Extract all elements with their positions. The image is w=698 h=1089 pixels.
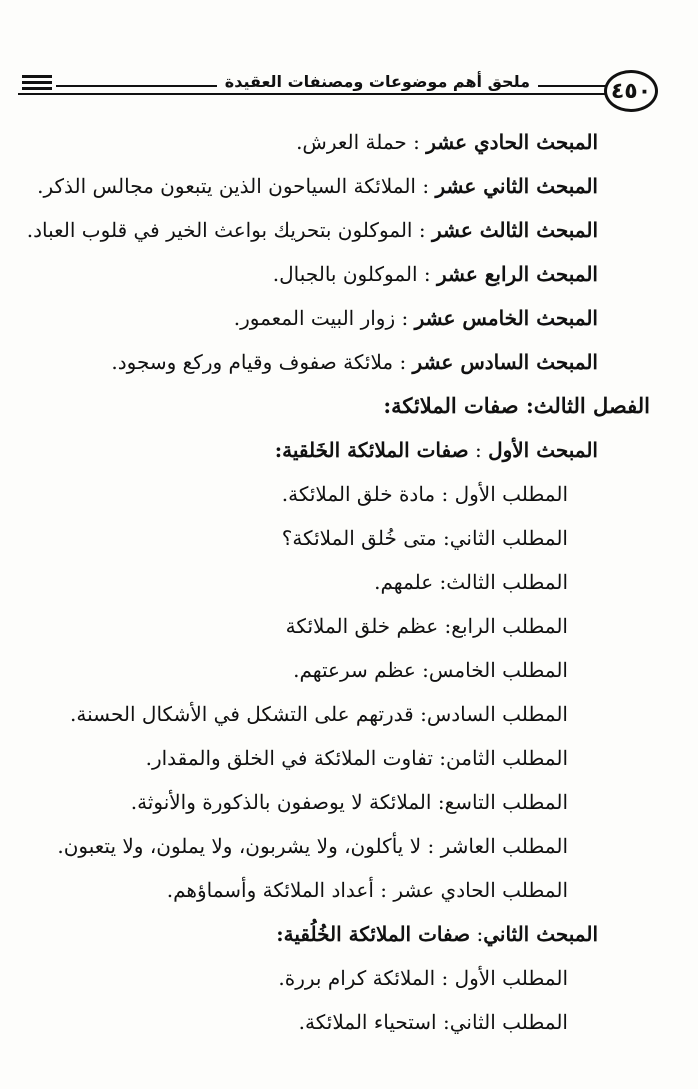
toc-text: تفاوت الملائكة في الخلق والمقدار. [145,746,433,770]
toc-label: المطلب السادس [426,702,568,726]
toc-line: المبحث الرابع عشر : الموكلون بالجبال. [272,262,598,286]
toc-line: المبحث الخامس عشر : زوار البيت المعمور. [233,306,598,330]
toc-label: المطلب الأول [454,482,568,506]
toc-line: المطلب التاسع: الملائكة لا يوصفون بالذكورة والأنوثة. [130,790,568,814]
toc-text: زوار البيت المعمور. [233,306,396,330]
toc-subsection-heading: المبحث الأول : صفات الملائكة الخَلقية: [274,438,598,462]
toc-line: المطلب الثاني: استحياء الملائكة. [298,1010,568,1034]
toc-text: مادة خلق الملائكة. [281,482,436,506]
toc-line: المطلب الأول : الملائكة كرام بررة. [278,966,568,990]
toc-text: صفات الملائكة الخَلقية: [274,438,469,462]
toc-line: المطلب الرابع: عظم خلق الملائكة [285,614,568,638]
toc-text: متى خُلق الملائكة؟ [281,526,437,550]
toc-line: المطلب الثالث: علمهم. [374,570,568,594]
table-of-contents [26,120,650,1044]
toc-text: حملة العرش. [296,130,407,154]
toc-line: المطلب السادس: قدرتهم على التشكل في الأشكال الحسنة. [70,702,568,726]
toc-text: عظم سرعتهم. [293,658,416,682]
toc-text: لا يأكلون، ولا يشربون، ولا يملون، ولا يتعبون. [57,834,422,858]
toc-line: المطلب الثامن: تفاوت الملائكة في الخلق والمقدار. [145,746,568,770]
toc-text: علمهم. [374,570,434,594]
toc-line: المبحث الثاني عشر : الملائكة السياحون الذين يتبعون مجالس الذكر. [37,174,598,198]
toc-text: الموكلون بالجبال. [272,262,418,286]
toc-label: المبحث الرابع عشر [437,262,598,286]
toc-text: استحياء الملائكة. [298,1010,437,1034]
toc-text: أعداد الملائكة وأسماؤهم. [166,878,374,902]
toc-line: المطلب الأول : مادة خلق الملائكة. [281,482,568,506]
toc-text: الموكلون بتحريك بواعث الخير في قلوب العباد. [26,218,413,242]
toc-label: المبحث الخامس عشر [414,306,598,330]
toc-subsection-heading: المبحث الثاني: صفات الملائكة الخُلُقية: [276,922,598,946]
page-number: ٤٥٠ [604,70,658,112]
toc-label: المطلب الرابع [451,614,568,638]
toc-text: صفات الملائكة: [383,393,519,418]
toc-text: الملائكة لا يوصفون بالذكورة والأنوثة. [130,790,432,814]
toc-label: المطلب الثامن [446,746,568,770]
page-header [18,70,658,114]
toc-label: المطلب الأول [454,966,568,990]
toc-text: الملائكة كرام بررة. [278,966,436,990]
toc-text: عظم خلق الملائكة [285,614,439,638]
toc-label: المطلب الثاني [449,526,568,550]
toc-text: صفات الملائكة الخُلُقية: [276,922,471,946]
toc-line: المطلب الخامس: عظم سرعتهم. [293,658,568,682]
toc-chapter-heading: الفصل الثالث: صفات الملائكة: [383,393,650,418]
toc-text: قدرتهم على التشكل في الأشكال الحسنة. [70,702,414,726]
toc-line: المطلب الثاني: متى خُلق الملائكة؟ [281,526,568,550]
toc-line: المبحث الحادي عشر : حملة العرش. [296,130,598,154]
toc-text: الملائكة السياحون الذين يتبعون مجالس الذكر. [37,174,416,198]
toc-line: المبحث السادس عشر : ملائكة صفوف وقيام وركع وسجود. [111,350,598,374]
toc-label: المبحث الثالث عشر [431,218,598,242]
header-rule-end [18,72,56,93]
toc-label: المبحث الثاني عشر [435,174,598,198]
toc-label: المطلب الحادي عشر [393,878,568,902]
toc-text: ملائكة صفوف وقيام وركع وسجود. [111,350,394,374]
toc-line: المطلب العاشر : لا يأكلون، ولا يشربون، ولا يملون، ولا يتعبون. [57,834,568,858]
toc-label: المبحث الحادي عشر [426,130,598,154]
toc-label: المطلب الخامس [428,658,568,682]
toc-label: الفصل الثالث [533,393,650,418]
toc-label: المبحث السادس عشر [412,350,598,374]
toc-label: المطلب الثاني [449,1010,568,1034]
toc-label: المطلب الثالث [446,570,568,594]
toc-label: المطلب التاسع [444,790,568,814]
toc-label: المبحث الثاني [483,922,598,946]
toc-line: المبحث الثالث عشر : الموكلون بتحريك بواعث الخير في قلوب العباد. [26,218,598,242]
running-title: ملحق أهم موضوعات ومصنفات العقيدة [217,72,538,91]
toc-label: المطلب العاشر [440,834,568,858]
toc-label: المبحث الأول [488,438,598,462]
toc-line: المطلب الحادي عشر : أعداد الملائكة وأسماؤهم. [166,878,568,902]
